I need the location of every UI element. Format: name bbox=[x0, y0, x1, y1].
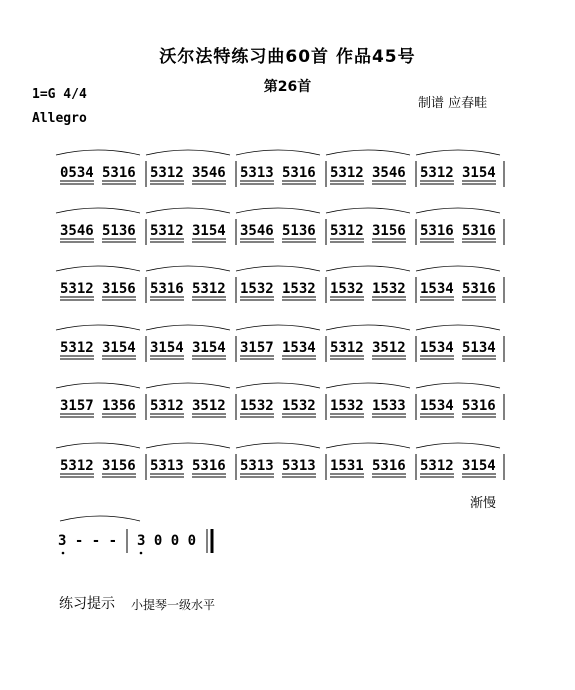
slur-arc bbox=[146, 325, 230, 330]
slur-arc bbox=[236, 325, 320, 330]
slur-arc bbox=[146, 150, 230, 155]
slur-arc bbox=[56, 325, 140, 330]
note-group: 3546 bbox=[60, 223, 94, 239]
slur-arc bbox=[56, 208, 140, 213]
note-group: 3546 bbox=[372, 165, 406, 181]
note-group: 5316 bbox=[420, 223, 454, 239]
note-group: 5312 bbox=[330, 340, 364, 356]
slur-arc bbox=[236, 208, 320, 213]
transcriber-credit: 制谱 应春畦 bbox=[418, 96, 488, 111]
note-group: 3154 bbox=[192, 223, 226, 239]
note-group: 3156 bbox=[372, 223, 406, 239]
note-group: 5316 bbox=[462, 281, 496, 297]
note-group: 5316 bbox=[372, 458, 406, 474]
key-time-signature: 1=G 4/4 bbox=[32, 87, 87, 102]
note-group: 5313 bbox=[240, 458, 274, 474]
note-group: 1534 bbox=[282, 340, 316, 356]
note-group: 5312 bbox=[60, 281, 94, 297]
note-group: 5313 bbox=[240, 165, 274, 181]
slur-arc bbox=[236, 150, 320, 155]
note-group: 0534 bbox=[60, 165, 94, 181]
ritardando-marking: 渐慢 bbox=[470, 496, 497, 511]
slur-arc bbox=[416, 443, 500, 448]
slur-arc bbox=[236, 266, 320, 271]
practice-hint-label: 练习提示 bbox=[59, 596, 115, 612]
slur-arc bbox=[416, 208, 500, 213]
note-group: 1533 bbox=[372, 398, 406, 414]
octave-dot bbox=[62, 552, 65, 555]
note-group: 5312 bbox=[420, 165, 454, 181]
note-group: 5316 bbox=[462, 398, 496, 414]
note-group: 3512 bbox=[192, 398, 226, 414]
note-group: 3156 bbox=[102, 458, 136, 474]
piece-number: 第26首 bbox=[263, 79, 312, 95]
slur-arc bbox=[56, 150, 140, 155]
note-group: 1532 bbox=[282, 398, 316, 414]
note-group: 3156 bbox=[102, 281, 136, 297]
note-group: 5134 bbox=[462, 340, 496, 356]
note-group: 3546 bbox=[240, 223, 274, 239]
slur-arc bbox=[416, 266, 500, 271]
note-group: 3154 bbox=[102, 340, 136, 356]
note-group: 5316 bbox=[282, 165, 316, 181]
note-group: 1356 bbox=[102, 398, 136, 414]
note-group: 1532 bbox=[240, 398, 274, 414]
note-group: 5312 bbox=[150, 398, 184, 414]
note-group: 5312 bbox=[60, 458, 94, 474]
note-group: 5312 bbox=[420, 458, 454, 474]
note-group: 3157 bbox=[240, 340, 274, 356]
note-group: 5312 bbox=[150, 165, 184, 181]
slur-arc bbox=[416, 383, 500, 388]
slur-arc bbox=[416, 325, 500, 330]
tie-arc bbox=[60, 516, 140, 521]
tempo-marking: Allegro bbox=[32, 111, 87, 126]
slur-arc bbox=[56, 383, 140, 388]
note-group: 1532 bbox=[330, 281, 364, 297]
note-group: 3512 bbox=[372, 340, 406, 356]
note-group: 1532 bbox=[282, 281, 316, 297]
octave-dot bbox=[140, 552, 143, 555]
slur-arc bbox=[236, 383, 320, 388]
note-group: 3154 bbox=[150, 340, 184, 356]
note-group: 1534 bbox=[420, 281, 454, 297]
note-group: 3154 bbox=[462, 458, 496, 474]
note-group: 3154 bbox=[462, 165, 496, 181]
slur-arc bbox=[146, 443, 230, 448]
note-group: 3546 bbox=[192, 165, 226, 181]
note-group: 5312 bbox=[192, 281, 226, 297]
note-group: 1534 bbox=[420, 340, 454, 356]
slur-arc bbox=[236, 443, 320, 448]
note-group: 1532 bbox=[372, 281, 406, 297]
slur-arc bbox=[146, 266, 230, 271]
slur-arc bbox=[326, 443, 410, 448]
note-group: 5316 bbox=[102, 165, 136, 181]
note-group: 5313 bbox=[150, 458, 184, 474]
note-group: 5312 bbox=[330, 165, 364, 181]
slur-arc bbox=[56, 266, 140, 271]
note-group: 1534 bbox=[420, 398, 454, 414]
note-group: 5316 bbox=[462, 223, 496, 239]
slur-arc bbox=[326, 383, 410, 388]
slur-arc bbox=[146, 208, 230, 213]
note-group: 5316 bbox=[150, 281, 184, 297]
note-group: 5136 bbox=[102, 223, 136, 239]
note-group: 5312 bbox=[60, 340, 94, 356]
slur-arc bbox=[326, 208, 410, 213]
note-group: 5312 bbox=[150, 223, 184, 239]
note-group: 5312 bbox=[330, 223, 364, 239]
note-group: 5316 bbox=[192, 458, 226, 474]
note-group: 3154 bbox=[192, 340, 226, 356]
slur-arc bbox=[56, 443, 140, 448]
note-group: 5136 bbox=[282, 223, 316, 239]
slur-arc bbox=[146, 383, 230, 388]
slur-arc bbox=[326, 266, 410, 271]
practice-hint-text: 小提琴一级水平 bbox=[131, 598, 216, 612]
note-group: 5313 bbox=[282, 458, 316, 474]
slur-arc bbox=[416, 150, 500, 155]
score-title: 沃尔法特练习曲60首 作品45号 bbox=[159, 47, 416, 67]
slur-arc bbox=[326, 325, 410, 330]
note-group: 3 - - - bbox=[58, 533, 118, 549]
note-group: 3 0 0 0 bbox=[137, 533, 197, 549]
note-group: 1531 bbox=[330, 458, 364, 474]
note-group: 1532 bbox=[330, 398, 364, 414]
slur-arc bbox=[326, 150, 410, 155]
note-group: 3157 bbox=[60, 398, 94, 414]
note-group: 1532 bbox=[240, 281, 274, 297]
